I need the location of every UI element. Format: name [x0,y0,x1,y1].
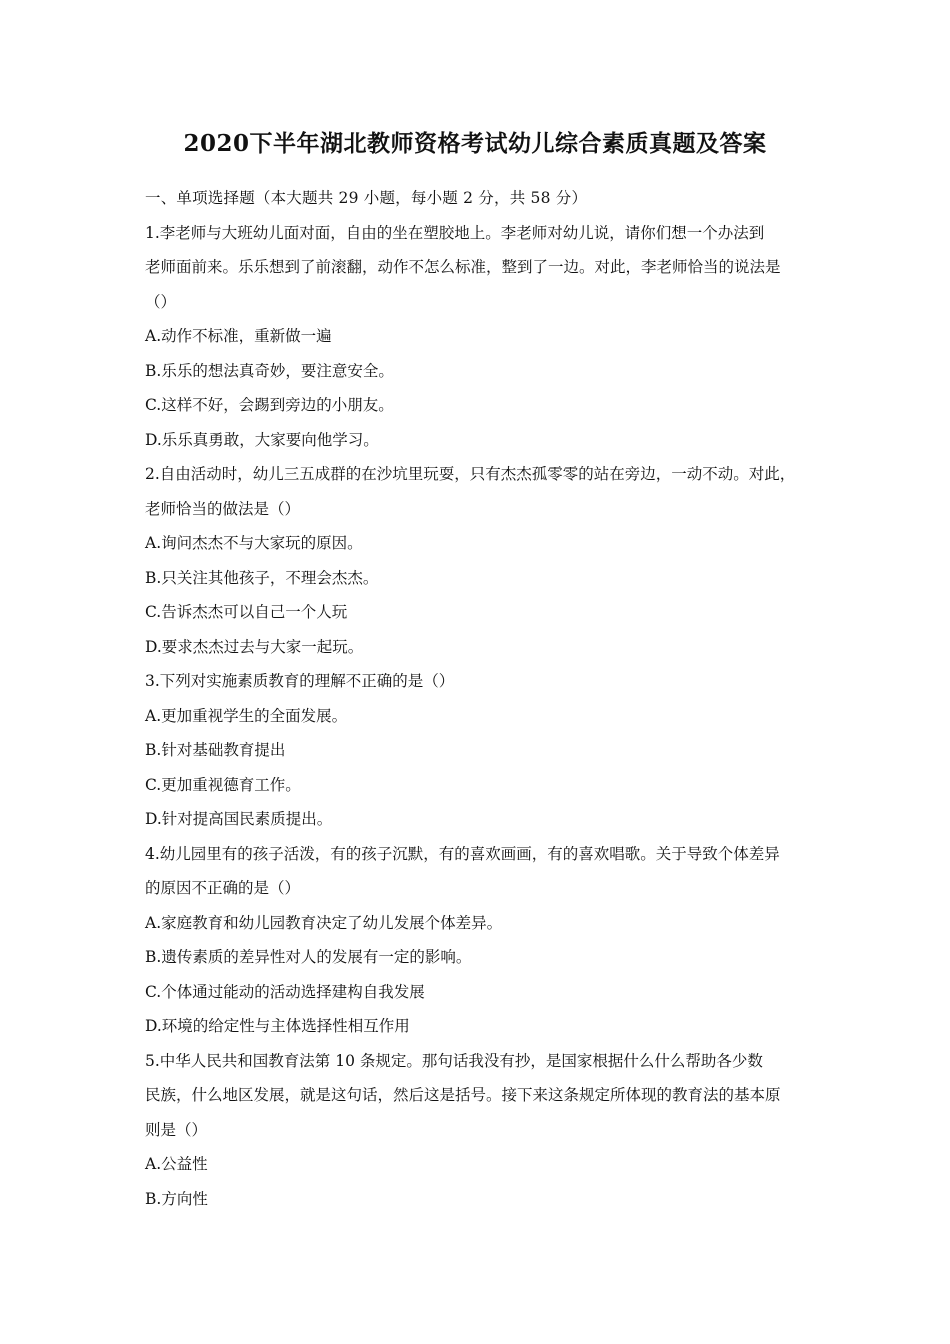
section-heading: 一、单项选择题（本大题共 29 小题，每小题 2 分，共 58 分） [145,189,588,207]
question-1-stem-line-3: （） [145,292,177,311]
question-2-stem-line-1: 2.自由活动时，幼儿三五成群的在沙坑里玩耍，只有杰杰孤零零的站在旁边，一动不动。对此， [145,465,796,483]
question-2-option-c: C.告诉杰杰可以自己一个人玩 [145,603,348,621]
question-5-stem-line-1: 5.中华人民共和国教育法第 10 条规定。那句话我没有抄，是国家根据什么什么帮助各少数 [145,1051,763,1070]
question-3-option-c: C.更加重视德育工作。 [145,775,301,794]
question-1-stem-line-2: 老师面前来。乐乐想到了前滚翻，动作不怎么标准，整到了一边。对此，李老师恰当的说法是 [145,258,781,276]
question-1-option-b: B.乐乐的想法真奇妙，要注意安全。 [145,361,394,380]
document-body [145,181,825,1216]
question-2-option-b: B.只关注其他孩子，不理会杰杰。 [145,568,379,587]
document-title: 2020下半年湖北教师资格考试幼儿综合素质真题及答案 [183,130,767,157]
question-1-stem-line-1: 1.李老师与大班幼儿面对面，自由的坐在塑胶地上。李老师对幼儿说，请你们想一个办法到 [145,223,765,242]
question-1 [145,216,825,458]
question-4-stem-line-2: 的原因不正确的是（） [145,879,301,897]
question-2-stem-line-2: 老师恰当的做法是（） [145,499,301,518]
question-5-option-a: A.公益性 [145,1155,208,1173]
question-4-option-a: A.家庭教育和幼儿园教育决定了幼儿发展个体差异。 [145,913,503,932]
question-2-option-a: A.询问杰杰不与大家玩的原因。 [145,534,363,552]
question-5-option-b: B.方向性 [145,1189,208,1208]
question-5 [145,1044,825,1217]
question-2-option-d: D.要求杰杰过去与大家一起玩。 [145,637,364,656]
question-1-option-d: D.乐乐真勇敢，大家要向他学习。 [145,430,379,449]
question-4 [145,837,825,1044]
question-4-option-d: D.环境的给定性与主体选择性相互作用 [145,1017,410,1035]
question-5-stem-line-3: 则是（） [145,1120,208,1139]
question-1-option-c: C.这样不好，会踢到旁边的小朋友。 [145,396,394,414]
question-3-stem-line-1: 3.下列对实施素质教育的理解不正确的是（） [145,672,455,690]
question-3 [145,664,825,837]
question-3-option-a: A.更加重视学生的全面发展。 [145,706,348,725]
question-3-option-b: B.针对基础教育提出 [145,741,286,759]
question-5-stem-line-2: 民族，什么地区发展，就是这句话，然后这是括号。接下来这条规定所体现的教育法的基本原 [145,1086,781,1104]
question-4-option-b: B.遗传素质的差异性对人的发展有一定的影响。 [145,948,472,966]
question-1-option-a: A.动作不标准，重新做一遍 [145,327,332,345]
question-4-stem-line-1: 4.幼儿园里有的孩子活泼，有的孩子沉默，有的喜欢画画，有的喜欢唱歌。关于导致个体差异 [145,844,780,863]
question-2 [145,457,825,664]
question-3-option-d: D.针对提高国民素质提出。 [145,810,333,828]
question-4-option-c: C.个体通过能动的活动选择建构自我发展 [145,982,425,1001]
